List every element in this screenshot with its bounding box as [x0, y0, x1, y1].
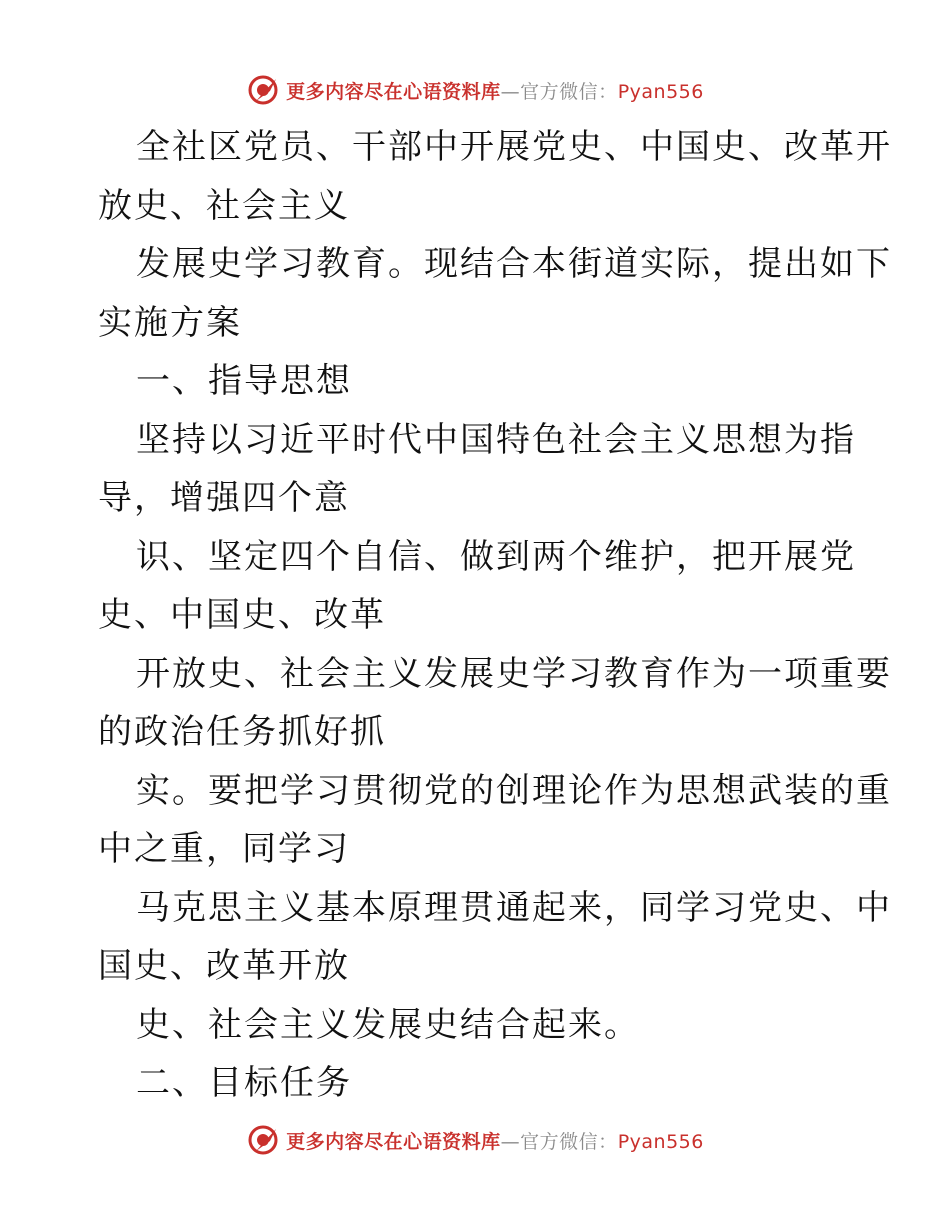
- body-line: 中之重，同学习: [98, 829, 350, 869]
- body-line: 放史、社会主义: [98, 185, 350, 226]
- header-brand: 更多内容尽在心语资料库: [286, 80, 501, 103]
- quill-logo-icon: [246, 73, 280, 107]
- document-body: [98, 118, 892, 1113]
- body-line: 的政治任务抓好抓: [98, 712, 386, 752]
- footer-separator: —: [500, 1130, 521, 1153]
- body-line: 开放史、社会主义发展史学习教育作为一项重要: [136, 653, 892, 694]
- section-heading: 二、目标任务: [136, 1063, 352, 1103]
- body-line: 坚持以习近平时代中国特色社会主义思想为指: [136, 419, 856, 460]
- quill-logo-icon: [246, 1123, 280, 1157]
- body-line: 马克思主义基本原理贯通起来，同学习党史、中: [136, 887, 892, 928]
- section-heading: 一、指导思想: [136, 361, 352, 401]
- header-banner: [0, 70, 950, 110]
- footer-wechat-id: Pyan556: [617, 1130, 704, 1153]
- footer-wechat-label: 官方微信：: [520, 1130, 618, 1153]
- header-banner-text: [286, 77, 704, 104]
- body-line: 史、社会主义发展史结合起来。: [136, 1004, 640, 1045]
- header-wechat-id: Pyan556: [617, 80, 704, 103]
- header-wechat-label: 官方微信：: [520, 80, 618, 103]
- footer-brand: 更多内容尽在心语资料库: [286, 1130, 501, 1153]
- body-line: 实。要把学习贯彻党的创理论作为思想武装的重: [136, 770, 892, 811]
- body-line: 发展史学习教育。现结合本街道实际，提出如下: [136, 244, 892, 284]
- body-line: 史、中国史、改革: [98, 595, 386, 635]
- body-line: 全社区党员、干部中开展党史、中国史、改革开: [136, 127, 892, 167]
- body-line: 实施方案: [98, 302, 242, 343]
- footer-banner: [0, 1120, 950, 1160]
- body-line: 识、坚定四个自信、做到两个维护，把开展党: [136, 536, 856, 577]
- header-separator: —: [500, 80, 521, 103]
- footer-banner-text: [286, 1127, 704, 1154]
- body-line: 国史、改革开放: [98, 946, 350, 986]
- body-line: 导，增强四个意: [98, 478, 350, 518]
